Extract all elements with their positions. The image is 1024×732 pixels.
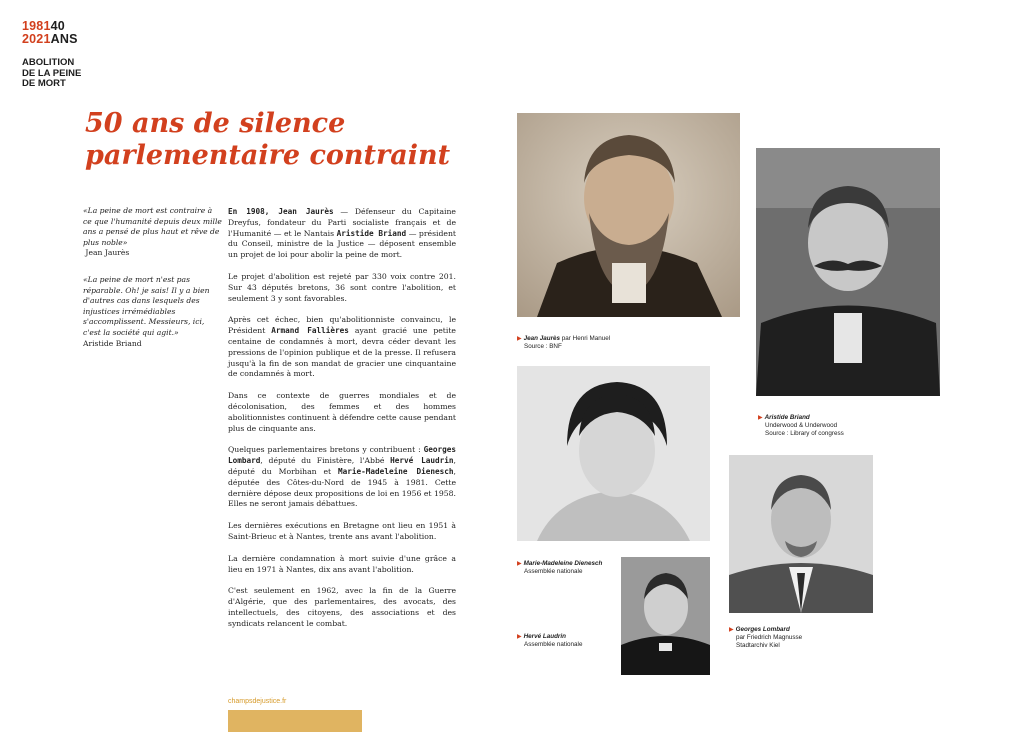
body-text: , député du Morbihan et	[228, 456, 456, 476]
logo-subtitle-line: DE LA PEINE	[22, 67, 82, 79]
logo-subtitle-line: ABOLITION	[22, 57, 75, 68]
quote-text: «La peine de mort est contraire à ce que l'humanité depuis deux mille ans a pensé de plus haut et rêve de plus noble»	[83, 206, 222, 247]
page-title-line-1: 50 ans de silence	[85, 108, 346, 139]
photo-marie-madeleine-dienesch	[517, 366, 710, 541]
photo-herve-laudrin	[621, 557, 710, 675]
quote-author: Aristide Briand	[83, 338, 142, 348]
caption-dienesch	[517, 560, 602, 576]
caption-name: Marie-Madeleine Dienesch	[523, 560, 603, 567]
caption-briand	[758, 414, 844, 438]
bold-name: Aristide Briand	[336, 228, 407, 238]
logo-years-label: ANS	[50, 32, 78, 46]
quote-author	[83, 248, 129, 257]
page-title	[85, 108, 450, 172]
caption-text: Underwood & Underwood	[765, 422, 838, 429]
quote-jaures	[83, 206, 223, 259]
body-text: , députée des Côtes-du-Nord de 1945 à 1981. Cette dernière dépose deux propositions de loi en 1956 et 1958. Elles ne seront jamais débattues.	[228, 466, 456, 509]
body-text: Après cet échec, bien qu'abolitionniste convaincu, le Président	[228, 315, 456, 336]
caption-text: Assemblée nationale	[524, 641, 583, 648]
bold-name: Georges Lombard	[228, 445, 456, 466]
quote-text: «La peine de mort n'est pas réparable. Oh! je sais! Il y a bien d'autres cas dans lesquels des injustices irrémédiables s'accomplissent. Messieurs, ici, c'est la société qui agit.»	[83, 275, 210, 337]
logo-block	[22, 20, 81, 90]
caption-text: Stadtarchiv Kiel	[736, 642, 780, 649]
photo-aristide-briand	[756, 148, 940, 396]
footer-bar	[228, 710, 362, 732]
bold-name: En 1908, Jean Jaurès	[228, 207, 334, 216]
photo-jean-jaures	[517, 113, 740, 317]
triangle-bullet-icon: ▶	[517, 336, 522, 342]
triangle-bullet-icon: ▶	[517, 634, 522, 640]
caption-name: Aristide Briand	[764, 414, 810, 421]
body-paragraph: Le projet d'abolition est rejeté par 330 voix contre 201. Sur 43 députés bretons, 36 sont contre l'abolition, et seulement 3 y sont favorables.	[228, 271, 456, 303]
caption-text: par Friedrich Magnusse	[736, 634, 803, 641]
footer-website-link[interactable]: champsdejustice.fr	[228, 698, 287, 705]
bold-name: Armand Fallières	[271, 326, 349, 336]
triangle-bullet-icon: ▶	[517, 561, 522, 567]
caption-name: Hervé Laudrin	[523, 633, 566, 640]
caption-text: Assemblée nationale	[524, 568, 583, 575]
body-text: — président du Conseil, ministre de la Justice — déposent ensemble un projet de loi pour abolir la peine de mort.	[228, 228, 456, 260]
caption-name: Jean Jaurès	[523, 335, 561, 342]
caption-text: par Henri Manuel	[560, 335, 611, 342]
body-paragraph: C'est seulement en 1962, avec la fin de la Guerre d'Algérie, que des parlementaires, des avocats, des intellectuels, des citoyens, des associations et des syndicats relancent le combat.	[228, 586, 456, 628]
photo-georges-lombard	[729, 455, 873, 613]
bold-name: Hervé Laudrin	[390, 456, 454, 466]
body-paragraph	[228, 445, 456, 510]
quote-author-name: Jean Jaurès	[85, 248, 130, 258]
body-paragraph: Les dernières exécutions en Bretagne ont lieu en 1951 à Saint-Brieuc et à Nantes, trente ans avant l'abolition.	[228, 521, 456, 541]
triangle-bullet-icon: ▶	[729, 627, 734, 633]
body-text-column	[228, 207, 456, 641]
body-paragraph: Dans ce contexte de guerres mondiales et de décolonisation, des femmes et des hommes abolitionnistes continuent à défendre cette cause pendant plus de cinquante ans.	[228, 391, 456, 433]
body-text: ayant gracié une petite centaine de condamnés à mort, devra céder devant les pressions de l'opinion publique et de la presse. Il refusera jusqu'à la fin de son mandat de gracier une cinquantaine de condamnés à mort.	[228, 326, 456, 379]
logo-year-end: 2021	[22, 32, 51, 46]
triangle-bullet-icon: ▶	[758, 415, 763, 421]
logo-subtitle-line: DE MORT	[22, 78, 66, 89]
caption-text: Source : BNF	[524, 343, 562, 350]
body-paragraph	[228, 315, 456, 380]
logo-row-2	[22, 33, 81, 46]
body-paragraph: La dernière condamnation à mort suivie d'une grâce a lieu en 1971 à Nantes, dix ans avant l'abolition.	[228, 553, 456, 574]
page-title-line-2: parlementaire contraint	[85, 140, 451, 171]
caption-laudrin	[517, 633, 582, 649]
logo-year-start: 1981	[22, 19, 51, 33]
bold-name: Marie-Madeleine Dienesch	[338, 466, 454, 476]
caption-name: Georges Lombard	[735, 626, 790, 633]
caption-jaures	[517, 335, 610, 351]
body-text: , député du Finistère, l'Abbé	[260, 456, 391, 466]
logo-years-count: 40	[50, 19, 65, 33]
caption-text: Source : Library of congress	[765, 430, 844, 437]
caption-lombard	[729, 626, 802, 650]
body-text: — Défenseur du Capitaine Dreyfus, fondateur du Parti socialiste français et de l'Humanité — et le Nantais	[228, 207, 456, 238]
body-paragraph	[228, 207, 456, 261]
logo-subtitle	[22, 58, 81, 90]
quote-briand	[83, 275, 223, 349]
body-text: Quelques parlementaires bretons y contribuent :	[228, 445, 424, 455]
